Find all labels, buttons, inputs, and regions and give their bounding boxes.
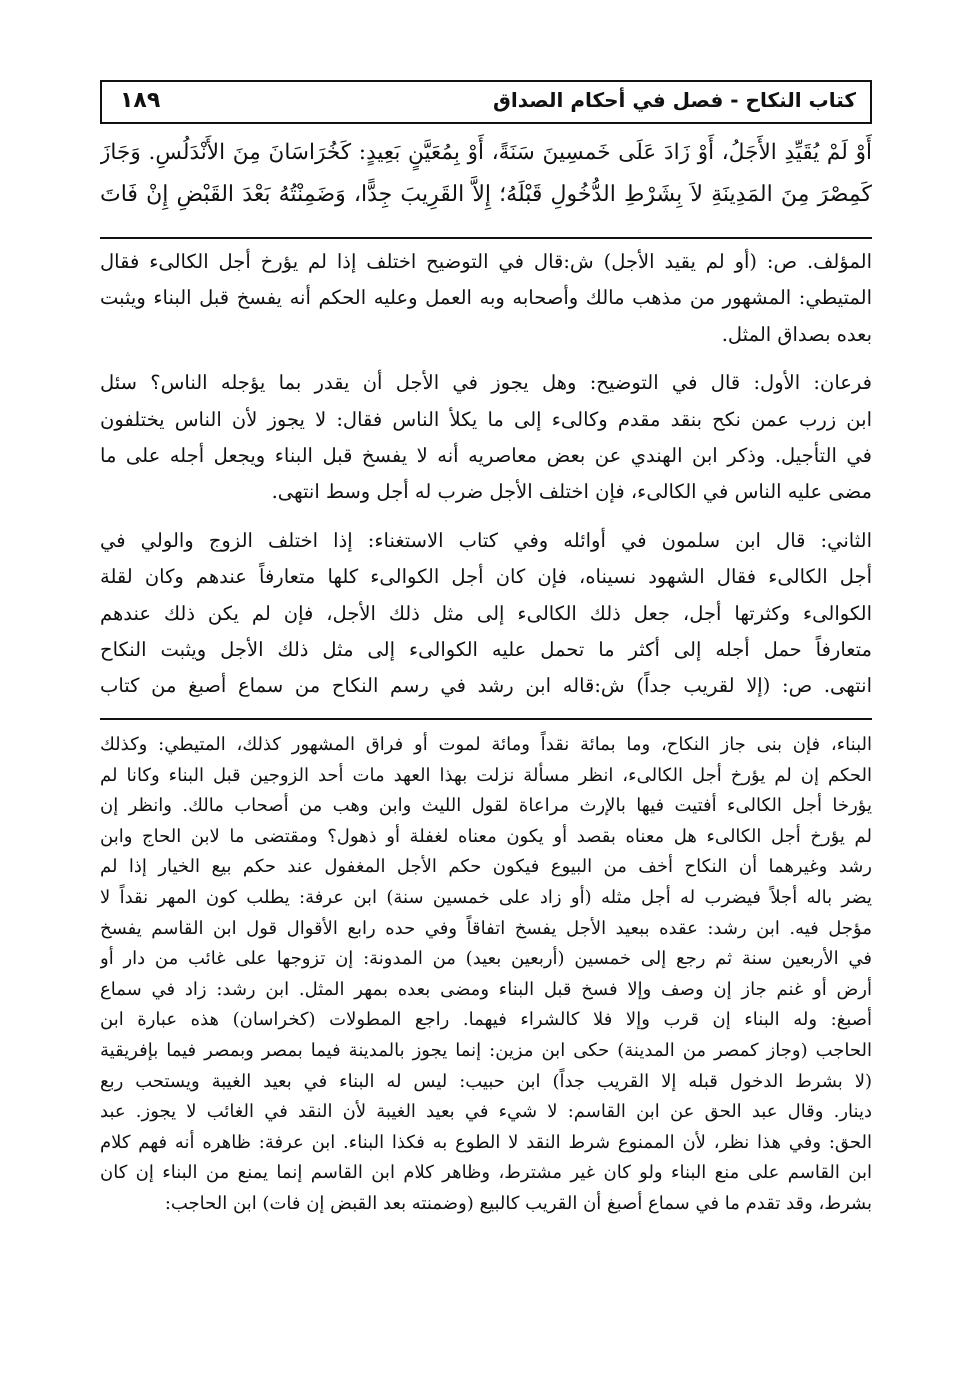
footnote-commentary-block (100, 730, 872, 1220)
footnote-line: مؤجل فيه. ابن رشد: عقده ببعيد الأجل يفسخ اتفاقاً وفي حده رابع الأقوال قول ابن القاسم يفسخ (100, 917, 872, 939)
commentary-paragraph (100, 523, 872, 705)
footnote-line: الحاجب (وجاز كمصر من المدينة) حكى ابن مزين: إنما يجوز بالمدينة فيما بمصر وبمصر فيما بإفريقية (100, 1039, 872, 1061)
commentary-line: أجل الكالىء فقال الشهود نسيناه، فإن كان أجل الكوالىء كلها متعارفاً عندهم وكان لقلة (100, 565, 872, 589)
footnote-line: لم يؤرخ أجل الكالىء هل معناه بقصد أو يكون معناه لغفلة أو ذهول؟ ومقتضى ما لابن الحاج وابن (100, 825, 872, 847)
divider-rule (100, 237, 872, 239)
matn-line: كَمِصْرَ مِنَ المَدِينَةِ لاَ بِشَرْطِ الدُّخُولِ قَبْلَهُ؛ إِلاَّ القَرِيبَ جِدًّا، وَضَمِنْتُهُ بَعْدَ القَبْضِ إِنْ فَاتَ (100, 182, 872, 207)
matn-text (100, 132, 872, 216)
footnote-line: يضر باله أجلاً فيضرب له أجل مثله (أو زاد على خمسين سنة) ابن عرفة: يطلب كون المهر نقداً لا (100, 886, 872, 908)
commentary-paragraph (100, 244, 872, 353)
running-header (100, 80, 872, 124)
footnote-line: الحكم إن لم يؤرخ أجل الكالىء، انظر مسألة نزلت بهذا العهد مات أحد الزوجين قبل البناء وكانا لم (100, 764, 872, 786)
commentary-block (100, 244, 872, 705)
footnote-line: ابن القاسم على منع البناء ولو كان غير مشترط، وظاهر كلام ابن القاسم إنما يمنع من البناء إن كان (100, 1162, 872, 1184)
commentary-line: المؤلف. ص: (أو لم يقيد الأجل) ش:قال في التوضيح اختلف إذا لم يؤرخ أجل الكالىء فقال (100, 250, 872, 273)
commentary-line: مضى عليه الناس في الكالىء، فإن اختلف الأجل ضرب له أجل وسط انتهى. (271, 480, 872, 504)
commentary-line: انتهى. ص: (إلا لقريب جداً) ش:قاله ابن رشد في رسم النكاح من سماع أصبغ من كتاب (100, 674, 872, 698)
commentary-line: الكوالىء وكثرتها أجل، جعل ذلك الكالىء إلى مثل ذلك الأجل، فإن لم يكن ذلك عندهم (100, 601, 872, 625)
commentary-line: في التأجيل. وذكر ابن الهندي عن بعض معاصريه أنه لا يفسخ قبل البناء ويجعل أجله على ما (100, 443, 872, 467)
footnote-line: بشرط، وقد تقدم ما في سماع أصبغ أن القريب كالبيع (وضمنته بعد القبض إن فات) ابن الحاجب: (164, 1192, 872, 1214)
footnote-line: البناء، فإن بنى جاز النكاح، وما بمائة نقداً ومائة لموت أو فراق المشهور كذلك، المتيطي: وكذلك (100, 734, 872, 755)
page-number: ١٨٩ (120, 88, 161, 113)
footnote-line: أرض أو غنم جاز إن وصف وإلا فسخ قبل البناء ومضى بعده بمهر المثل. ابن رشد: زاد في سماع (100, 978, 872, 1000)
commentary-line: بعده بصداق المثل. (721, 322, 872, 346)
commentary-line: الثاني: قال ابن سلمون في أوائله وفي كتاب الاستغناء: إذا اختلف الزوج والولي في (100, 528, 872, 552)
commentary-line: ابن زرب عمن نكح بنقد مقدم وكالىء إلى ما يكلأ الناس فقال: لا يجوز لأن الناس يختلفون (100, 407, 872, 431)
footnote-line: أصبغ: وله البناء إن قرب وإلا فلا كالشراء فيهما. راجع المطولات (كخراسان) هذه عبارة ابن (100, 1009, 872, 1031)
footnote-line: (لا بشرط الدخول قبله إلا القريب جداً) ابن حبيب: ليس له البناء في بعيد الغيبة ويستحب ربع (100, 1070, 872, 1092)
commentary-line: المتيطي: المشهور من مذهب مالك وأصحابه وبه العمل وعليه الحكم أنه يفسخ قبل البناء ويثبت (100, 286, 872, 310)
divider-rule (100, 718, 872, 720)
footnote-line: دينار. وقال عبد الحق عن ابن القاسم: لا شيء في بعيد الغيبة لأن النقد في الغائب لا يجوز. عبد (100, 1101, 872, 1123)
footnote-line: يؤرخا أجل الكالىء أفتيت فيها بالإرث مراعاة لقول الليث وابن وهب من أصحاب مالك. وانظر إن (100, 795, 872, 817)
footnote-line: رشد وغيرهما أن النكاح أخف من البيوع فيكون حكم الأجل المغفول عند حكم بيع الخيار إذا لم (100, 856, 872, 878)
footnote-line: الحق: وفي هذا نظر، لأن الممنوع شرط النقد لا الطوع به فكذا البناء. ابن عرفة: ظاهره أنه فهم كلام (100, 1131, 872, 1153)
commentary-paragraph (100, 365, 872, 511)
footnote-line: في الأربعين سنة ثم رجع إلى خمسين (أربعين بعيد) من المدونة: إن تزوجها على غائب من دار أو (100, 948, 872, 970)
commentary-line: فرعان: الأول: قال في التوضيح: وهل يجوز في الأجل أن يقدر بما يؤجله الناس؟ سئل (100, 371, 872, 395)
header-title: كتاب النكاح - فصل في أحكام الصداق (493, 88, 856, 112)
commentary-line: متعارفاً حمل أجله إلى أكثر ما تحمل عليه الكوالىء إلى مثل ذلك الأجل ويثبت النكاح (100, 637, 872, 661)
matn-line: أَوْ لَمْ يُقَيِّدِ الأَجَلُ، أَوْ زَادَ عَلَى خَمسِينَ سَنَةً، أَوْ بِمُعَيَّنٍ بَعِيدٍ: كَخُرَاسَانَ مِنَ الأَنْدَلُسِ. وَجَازَ (100, 140, 872, 165)
